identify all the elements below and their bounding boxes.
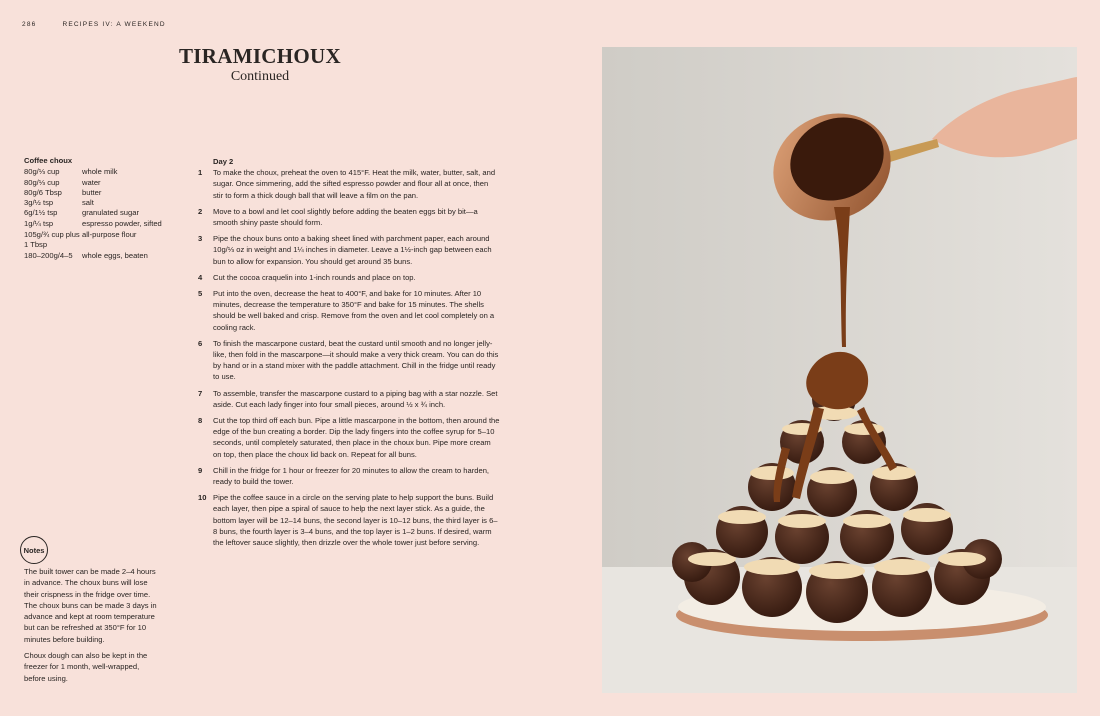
step-text: Chill in the fridge for 1 hour or freezer for 20 minutes to allow the cream to harden, ready to build the tower.: [213, 465, 490, 487]
notes-paragraph: Choux dough can also be kept in the freezer for 1 month, well-wrapped, before using.: [24, 651, 148, 683]
ingredients-heading: Coffee choux: [24, 156, 73, 165]
method-step: [198, 415, 500, 460]
ingredient-row: [24, 219, 174, 229]
step-number: 9: [198, 465, 203, 475]
ingredient-qty: 105g/¾ cup plus 1 Tbsp: [24, 230, 80, 250]
step-text: To make the choux, preheat the oven to 415°F. Heat the milk, water, butter, salt, and sugar. Once simmering, add the sifted espresso powder and flour all at once, then stir to form a thick dough ball that will leave a film on the pan.: [213, 168, 496, 200]
running-head: [22, 21, 166, 28]
recipe-subtitle: Continued: [230, 69, 290, 84]
method-step: [198, 206, 500, 228]
ingredient-row: [24, 208, 174, 218]
notes-paragraph: The built tower can be made 2–4 hours in advance. The choux buns will lose their crispness in the fridge over time. The choux buns can be made 3 days in advance and kept at room temperature but can be refreshed at 350°F for 10 minutes before building.: [24, 567, 157, 644]
notes-label: Notes: [23, 545, 45, 555]
step-number: 8: [198, 416, 203, 426]
ingredient-name: espresso powder, sifted: [82, 218, 162, 228]
recipe-photo: [602, 47, 1077, 693]
ingredient-qty: 80g/6 Tbsp: [24, 187, 62, 197]
step-number: 7: [198, 388, 203, 398]
step-text: Cut the top third off each bun. Pipe a little mascarpone in the bottom, then around the edge of the bun creating a border. Dip the lady fingers into the coffee syrup for 5–10 seconds, until completely saturated, then place in the choux bun. Pipe more cream on top, then place the choux lid back on. Repeat for all buns.: [213, 416, 500, 459]
method-step: [198, 272, 500, 283]
ingredient-row: [24, 198, 174, 208]
method-step: [198, 167, 500, 201]
tiramichoux-tower-illustration: [602, 47, 1077, 693]
method-step: [198, 492, 500, 548]
ingredient-qty: 80g/⅓ cup: [24, 167, 60, 177]
step-text: Pipe the choux buns onto a baking sheet lined with parchment paper, each around 10g/⅓ oz in weight and 1¼ inches in diameter. Leave a 1½-inch gap between each bun to allow for expansion. You should get around 35 buns.: [213, 234, 492, 266]
title-block: [160, 44, 360, 85]
step-number: 2: [198, 206, 203, 216]
ingredient-name: all-purpose flour: [82, 230, 137, 240]
ingredients-list: [24, 156, 174, 261]
page-number: 286: [22, 21, 37, 28]
method-step: [198, 233, 500, 267]
step-number: 5: [198, 289, 203, 299]
step-text: To assemble, transfer the mascarpone custard to a piping bag with a star nozzle. Set aside. Cut each lady finger into four small pieces, around ½ x ¾ inch.: [213, 388, 498, 409]
ingredient-row: [24, 230, 174, 251]
step-number: 1: [198, 168, 203, 178]
ingredient-name: water: [82, 177, 101, 187]
ingredient-row: [24, 167, 174, 177]
method-step: [198, 388, 500, 410]
step-text: To finish the mascarpone custard, beat the custard until smooth and no longer jelly-like, then fold in the mascarpone—it should make a very thick cream. You can do this by hand or in a stand mixer with the paddle attachment. Chill in the fridge until ready to use.: [213, 338, 499, 382]
step-text: Pipe the coffee sauce in a circle on the serving plate to help support the buns. Build each layer, then pipe a spiral of sauce to help the next layer stick. As a guide, the bottom layer will be 12–14 buns, the second layer is 10–12 buns, the third layer is 6–8 buns, the fourth layer is 3–4 buns, and the top layer is 1–2 buns. If desired, warm the leftover sauce slightly, then drizzle over the whole tower just before serving.: [213, 493, 498, 548]
ingredient-row: [24, 188, 174, 198]
method-step: [198, 288, 500, 333]
ingredient-qty: 6g/1½ tsp: [24, 208, 58, 218]
ingredient-qty: 180–200g/4–5: [24, 250, 73, 260]
ingredient-name: salt: [82, 198, 94, 208]
ingredient-qty: 1g/¼ tsp: [24, 218, 54, 228]
ingredient-name: whole eggs, beaten: [82, 250, 148, 260]
step-text: Put into the oven, decrease the heat to 400°F, and bake for 10 minutes. After 10 minutes, decrease the temperature to 350°F and bake for 15 minutes. The shells should be well baked and crisp. Remove from the oven and let cool completely on a cooling rack.: [213, 289, 495, 332]
ingredient-qty: 3g/½ tsp: [24, 198, 54, 208]
step-text: Cut the cocoa craquelin into 1-inch rounds and place on top.: [213, 272, 416, 282]
step-number: 10: [198, 493, 207, 503]
ingredient-row: [24, 178, 174, 188]
ingredient-name: granulated sugar: [82, 208, 139, 218]
recipe-title: TIRAMICHOUX: [179, 44, 341, 68]
method-section: [198, 156, 500, 553]
ingredient-name: butter: [82, 187, 102, 197]
ingredient-qty: 80g/⅓ cup: [24, 177, 60, 187]
section-title: RECIPES IV: A WEEKEND: [62, 21, 166, 28]
notes-badge: [20, 536, 48, 564]
step-number: 3: [198, 234, 203, 244]
ingredient-row: [24, 251, 174, 261]
notes-section: [24, 566, 159, 689]
step-number: 6: [198, 338, 203, 348]
method-heading: Day 2: [213, 157, 234, 166]
step-text: Move to a bowl and let cool slightly before adding the beaten eggs bit by bit—a smooth shiny paste should form.: [213, 206, 478, 228]
step-number: 4: [198, 272, 203, 282]
method-step: [198, 338, 500, 383]
ingredient-name: whole milk: [82, 167, 118, 177]
method-step: [198, 465, 500, 487]
